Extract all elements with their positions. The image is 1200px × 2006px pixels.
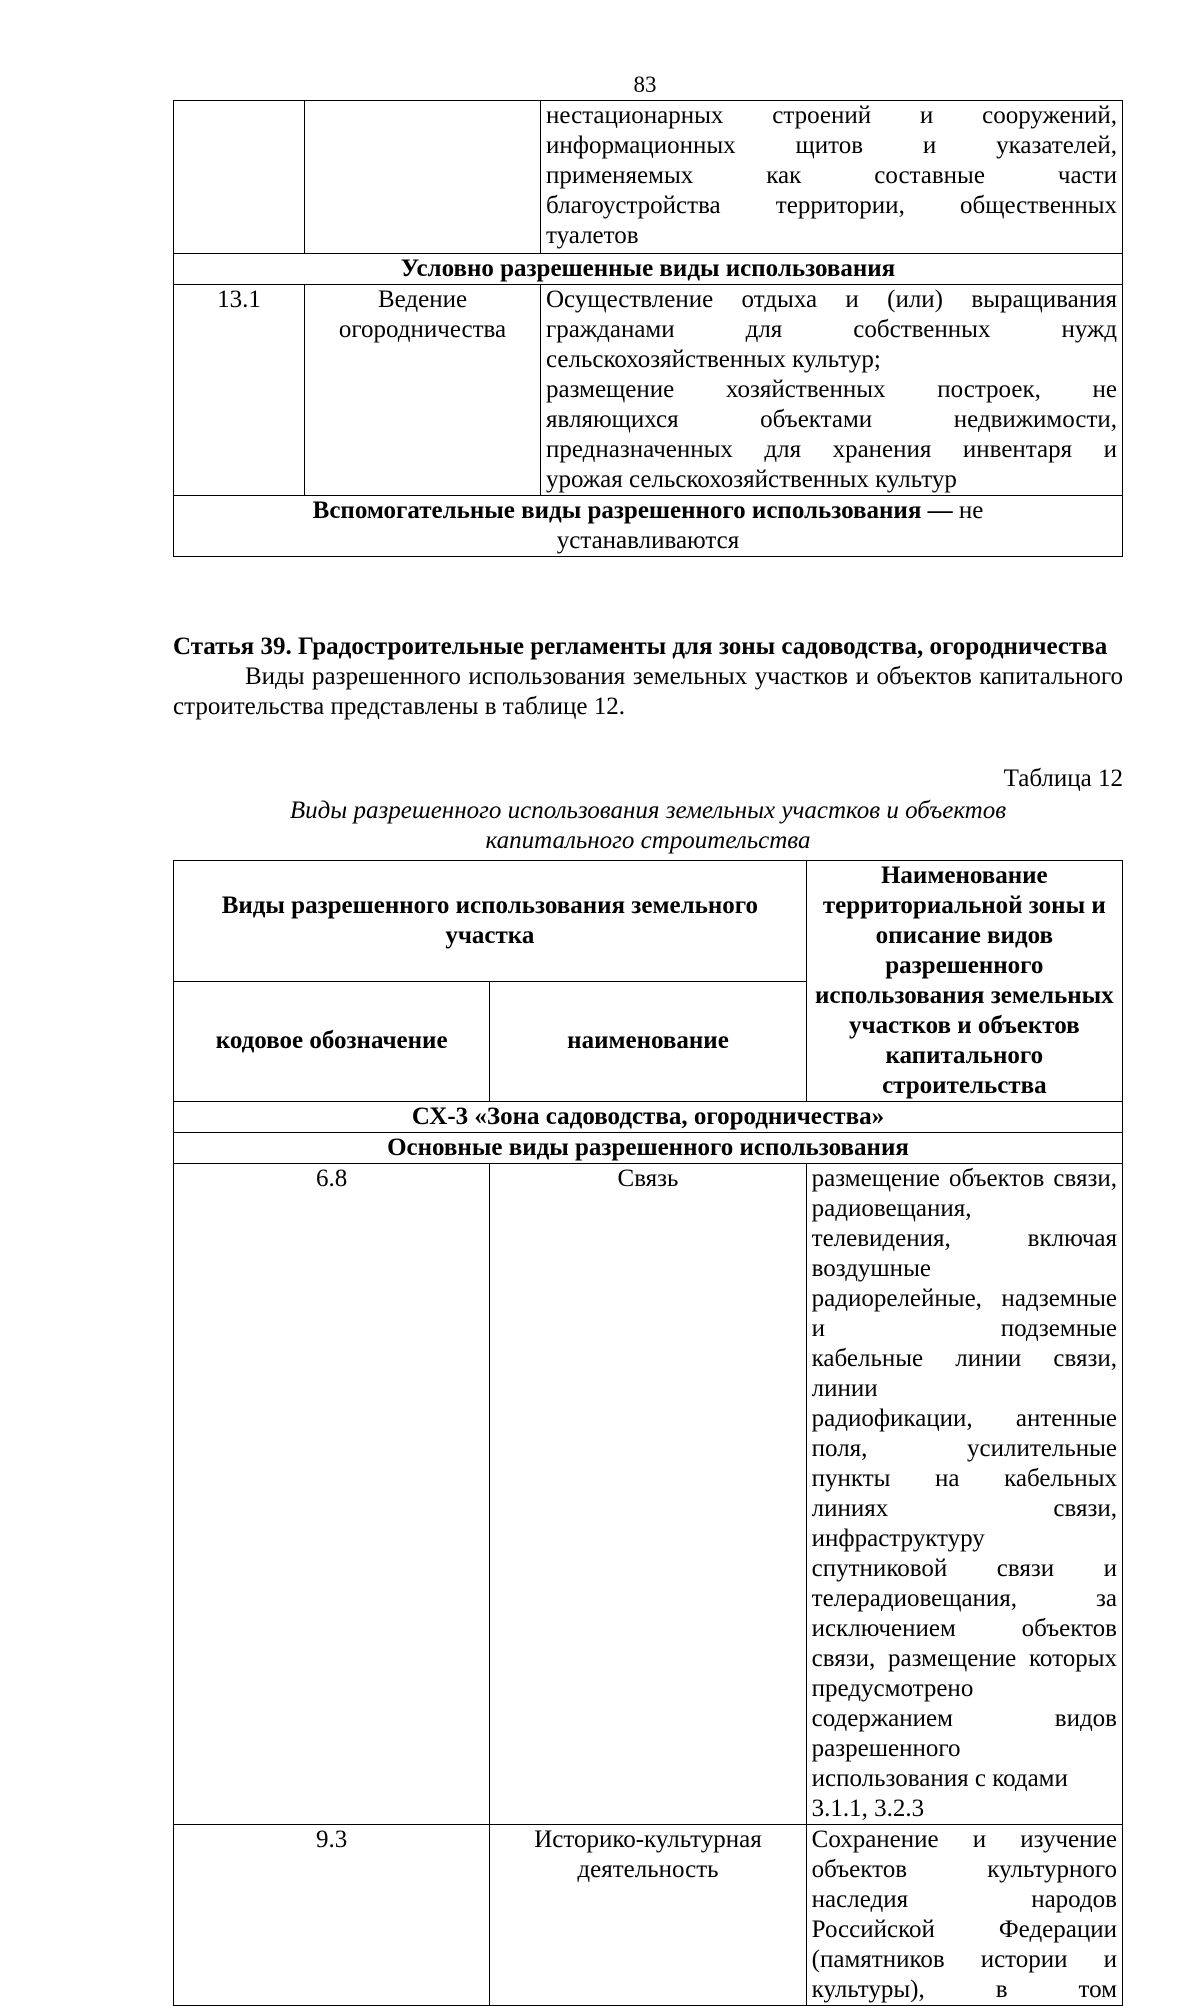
text-line: наследия народов Российской Федерации — [811, 1886, 1117, 1943]
text-line: телерадиовещания, за исключением объектов — [811, 1585, 1117, 1642]
text-line: размещение хозяйственных построек, не — [546, 376, 1117, 403]
text-line: сельскохозяйственных культур; — [546, 346, 881, 373]
table-row — [174, 254, 1123, 285]
code-cell: 6.8 — [174, 1164, 490, 1825]
table-row — [174, 101, 1123, 254]
description-cell — [806, 1825, 1122, 2006]
header-code: кодовое обозначение — [174, 981, 490, 1102]
text-line: радиорелейные, надземные и подземные — [811, 1285, 1117, 1342]
header-group: Виды разрешенного использования земельного участка — [174, 861, 807, 982]
text-line: нестационарных строений и сооружений, — [546, 102, 1117, 129]
code-cell: 13.1 — [174, 285, 305, 496]
text-line: Осуществление отдыха и (или) выращивания — [546, 286, 1117, 313]
auxiliary-uses-rest-2: устанавливаются — [556, 527, 740, 554]
text-line: предназначенных для хранения инвентаря и — [546, 436, 1117, 463]
auxiliary-uses-rest: не — [952, 497, 984, 524]
table-12 — [173, 860, 1123, 2006]
conditional-uses-header: Условно разрешенные виды использования — [174, 254, 1123, 285]
empty-cell — [305, 101, 541, 254]
text-line: телевидения, включая воздушные — [811, 1225, 1117, 1282]
text-line: использования с кодами 3.1.1, 3.2.3 — [811, 1765, 1068, 1822]
description-cell — [806, 1164, 1122, 1825]
header-row — [174, 861, 1123, 982]
article-intro: Виды разрешенного использования земельных участков и объектов капитального строительства представлены в таблице 12. — [173, 663, 1123, 720]
header-name: наименование — [490, 981, 806, 1102]
table-row — [174, 1102, 1123, 1133]
code-cell: 9.3 — [174, 1825, 490, 2006]
page-number: 83 — [633, 72, 657, 97]
text-line: применяемых как составные части — [546, 162, 1117, 189]
text-line: содержанием видов разрешенного — [811, 1705, 1117, 1762]
text-line: информационных щитов и указателей, — [546, 132, 1117, 159]
name-cell: Историко-культурная деятельность — [490, 1825, 806, 2006]
continuation-text — [541, 101, 1123, 254]
text-line: благоустройства территории, общественных — [546, 192, 1117, 219]
table-row — [174, 1133, 1123, 1164]
text-line: туалетов — [546, 222, 639, 249]
text-line: размещение объектов связи, радиовещания, — [811, 1165, 1117, 1222]
table-row — [174, 496, 1123, 557]
table-label: Таблица 12 — [1003, 765, 1123, 792]
article-title: Статья 39. Градостроительные регламенты для зоны садоводства, огородничества — [173, 633, 1108, 660]
table-row — [174, 1164, 1123, 1825]
caption-line: Виды разрешенного использования земельных участков и объектов — [289, 797, 1007, 824]
article-39 — [173, 632, 1123, 722]
name-cell: Ведение огородничества — [305, 285, 541, 496]
text-line: гражданами для собственных нужд — [546, 316, 1117, 343]
text-line: являющихся объектами недвижимости, — [546, 406, 1117, 433]
text-line: инфраструктуру спутниковой связи и — [811, 1525, 1117, 1582]
main-uses-header: Основные виды разрешенного использования — [174, 1133, 1123, 1164]
auxiliary-uses-note — [174, 496, 1123, 557]
text-line: радиофикации, антенные поля, усилительные — [811, 1405, 1117, 1462]
caption-line: капитального строительства — [485, 827, 811, 854]
text-line: пункты на кабельных линиях связи, — [811, 1465, 1117, 1522]
table-row — [174, 1825, 1123, 2006]
text-line: кабельные линии связи, линии — [811, 1345, 1117, 1402]
name-cell: Связь — [490, 1164, 806, 1825]
top-table-continuation — [173, 100, 1123, 557]
text-line: урожая сельскохозяйственных культур — [546, 466, 957, 493]
text-line: связи, размещение которых предусмотрено — [811, 1645, 1117, 1702]
description-cell — [541, 285, 1123, 496]
header-description: Наименование территориальной зоны и описание видов разрешенного использования земельных участков и объектов капитального строительства — [806, 861, 1122, 1102]
zone-title: СХ-3 «Зона садоводства, огородничества» — [174, 1102, 1123, 1133]
text-line: Сохранение и изучение объектов культурного — [811, 1826, 1117, 1883]
auxiliary-uses-title: Вспомогательные виды разрешенного использования — — [312, 497, 953, 524]
table-row — [174, 285, 1123, 496]
empty-cell — [174, 101, 305, 254]
table-caption — [173, 796, 1123, 856]
text-line: (памятников истории и культуры), в том — [811, 1946, 1117, 2003]
